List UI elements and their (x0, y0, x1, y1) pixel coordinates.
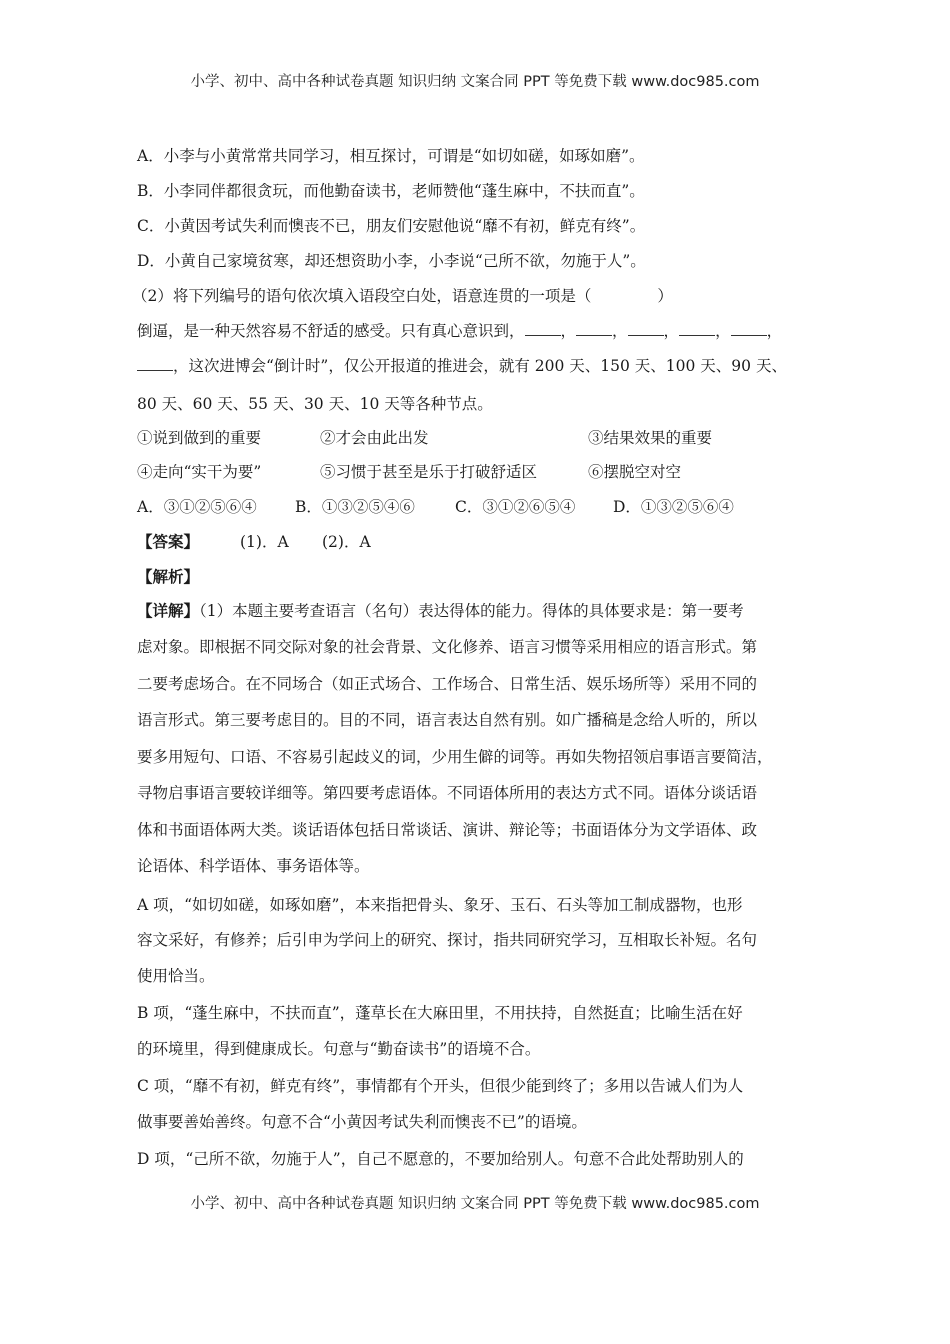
blank-6 (137, 356, 173, 371)
item-line-4: B 项，“蓬生麻中，不扶而直”，蓬草长在大麻田里，不用扶持，自然挺直；比喻生活在好 (137, 1004, 743, 1022)
item-line-5: 的环境里，得到健康成长。句意与“勤奋读书”的语境不合。 (137, 1040, 541, 1058)
q2-passage-line-3: 80 天、60 天、55 天、30 天、10 天等各种节点。 (137, 395, 493, 413)
q1-option-c: C．小黄因考试失利而懊丧不已，朋友们安慰他说“靡不有初，鲜克有终”。 (137, 217, 646, 235)
q2-passage-1: 倒逼，是一种天然容易不舒适的感受。只有真心意识到， (137, 322, 525, 340)
blank-4 (679, 321, 715, 336)
q1-option-a: A．小李与小黄常常共同学习，相互探讨，可谓是“如切如磋，如琢如磨”。 (137, 147, 645, 165)
answer-label (137, 532, 199, 552)
item-line-8: D 项，“己所不欲，勿施于人”，自己不愿意的，不要加给别人。句意不合此处帮助别人的 (137, 1150, 744, 1168)
sentence-5: ⑤习惯于甚至是乐于打破舒适区 (320, 463, 538, 481)
page-header: 小学、初中、高中各种试卷真题 知识归纳 文案合同 PPT 等免费下载 www.doc985.com (190, 74, 760, 90)
item-line-1: A 项，“如切如磋，如琢如磨”，本来指把骨头、象牙、玉石、石头等加工制成器物，也形 (137, 896, 743, 914)
detail-line-4: 语言形式。第三要考虑目的。目的不同，语言表达自然有别。如广播稿是念给人听的，所以 (137, 711, 758, 729)
blank-3 (628, 321, 664, 336)
q2-choice-a: A．③①②⑤⑥④ (137, 498, 257, 516)
page-footer: 小学、初中、高中各种试卷真题 知识归纳 文案合同 PPT 等免费下载 www.doc985.com (190, 1196, 760, 1212)
detail-line-6: 寻物启事语言要较详细等。第四要考虑语体。不同语体所用的表达方式不同。语体分谈话语 (137, 784, 758, 802)
blank-2 (576, 321, 612, 336)
item-line-2: 容文采好，有修养；后引申为学问上的研究、探讨，指共同研究学习，互相取长补短。名句 (137, 931, 758, 949)
blank-1 (525, 321, 561, 336)
q2-stem (132, 286, 673, 306)
q2-choice-c: C．③①②⑥⑤④ (455, 498, 576, 516)
sentence-3: ③结果效果的重要 (588, 429, 713, 447)
detail-line-2: 虑对象。即根据不同交际对象的社会背景、文化修养、语言习惯等采用相应的语言形式。第 (137, 638, 758, 656)
q2-passage-line-1: 倒逼，是一种天然容易不舒适的感受。只有真心意识到， ， ， ， ， ， (137, 322, 783, 340)
sentence-4: ④走向“实干为要” (137, 463, 262, 481)
answer-2: (2)．A (322, 533, 371, 551)
detail-line-5: 要多用短句、口语、不容易引起歧义的词，少用生僻的词等。再如失物招领启事语言要简洁， (137, 748, 773, 766)
detail-line-1 (137, 601, 744, 621)
item-line-7: 做事要善始善终。句意不合“小黄因考试失利而懊丧不已”的语境。 (137, 1113, 587, 1131)
detail-line-3: 二要考虑场合。在不同场合（如正式场合、工作场合、日常生活、娱乐场所等）采用不同的 (137, 675, 758, 693)
answer-label-text: 【答案】 (137, 532, 200, 551)
detail-line-8: 论语体、科学语体、事务语体等。 (137, 857, 370, 875)
q2-stem-text: （2）将下列编号的语句依次填入语段空白处，语意连贯的一项是（ (132, 287, 592, 305)
answer-1: (1)．A (240, 533, 289, 551)
sentence-1: ①说到做到的重要 (137, 429, 262, 447)
sentence-6: ⑥摆脱空对空 (588, 463, 682, 481)
detail-text-1: （1）本题主要考查语言（名句）表达得体的能力。得体的具体要求是：第一要考 (199, 602, 744, 620)
q2-choice-b: B．①③②⑤④⑥ (295, 498, 415, 516)
q1-option-d: D．小黄自己家境贫寒，却还想资助小李，小李说“己所不欲，勿施于人”。 (137, 252, 646, 270)
q2-stem-end: ） (657, 287, 673, 305)
detail-line-7: 体和书面语体两大类。谈话语体包括日常谈话、演讲、辩论等；书面语体分为文学语体、政 (137, 821, 758, 839)
detail-label: 【详解】 (137, 601, 200, 620)
q1-option-b: B．小李同伴都很贪玩，而他勤奋读书，老师赞他“蓬生麻中，不扶而直”。 (137, 182, 645, 200)
blank-5 (731, 321, 767, 336)
q2-choice-d: D．①③②⑤⑥④ (613, 498, 734, 516)
item-line-3: 使用恰当。 (137, 967, 215, 985)
q2-passage-line-2 (137, 356, 787, 376)
q2-passage-2: ，这次进博会“倒计时”，仅公开报道的推进会，就有 200 天、150 天、100 天、90 天、 (173, 357, 787, 375)
analysis-label: 【解析】 (137, 567, 200, 586)
sentence-2: ②才会由此出发 (320, 429, 429, 447)
item-line-6: C 项，“靡不有初，鲜克有终”，事情都有个开头，但很少能到终了；多用以告诫人们为人 (137, 1077, 744, 1095)
